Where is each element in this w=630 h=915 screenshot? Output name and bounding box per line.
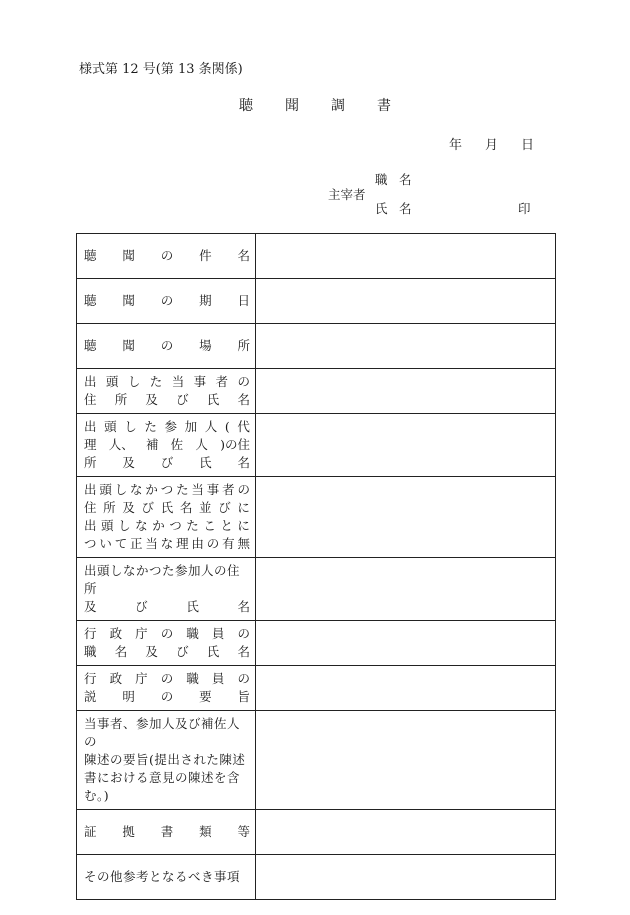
row-value-cell[interactable] — [256, 855, 556, 900]
label-line — [84, 535, 250, 553]
label-char: 者 — [222, 482, 235, 497]
label-char: 名 — [237, 392, 250, 407]
host-post-char: 職 — [375, 172, 388, 187]
table-row — [77, 414, 556, 477]
table-row — [77, 855, 556, 900]
label-char: 名 — [179, 500, 193, 515]
label-char: 当 — [191, 482, 204, 497]
label-line: 陳述の要旨(提出された陳述 — [84, 752, 246, 767]
label-char: 証 — [84, 824, 97, 839]
label-char: た — [149, 374, 163, 389]
label-char: の — [206, 536, 220, 551]
label-char: び — [141, 500, 155, 515]
label-char: 所 — [103, 500, 116, 515]
label-char: 庁 — [135, 626, 148, 641]
label-char: 類 — [199, 824, 212, 839]
label-char: 佐 — [170, 437, 184, 452]
table-body — [77, 234, 556, 900]
row-value-cell[interactable] — [256, 810, 556, 855]
label-line: その他参考となるべき事項 — [84, 869, 241, 884]
label-char: 職 — [186, 626, 199, 641]
title-char: 書 — [377, 98, 391, 114]
label-line — [84, 499, 250, 517]
table-row — [77, 621, 556, 666]
table-row — [77, 234, 556, 279]
label-char: 当 — [171, 374, 185, 389]
row-value-cell[interactable] — [256, 234, 556, 279]
label-char: し — [118, 518, 131, 533]
row-value-cell[interactable] — [256, 324, 556, 369]
label-char: か — [145, 482, 158, 497]
row-label — [77, 711, 256, 810]
label-char: 理 — [84, 437, 97, 452]
date-month: 月 — [485, 138, 499, 153]
row-label — [77, 558, 256, 621]
label-char: の — [237, 482, 250, 497]
label-char: の — [160, 626, 174, 641]
row-label — [77, 810, 256, 855]
label-char: に — [237, 518, 250, 533]
label-char: 出 — [84, 518, 97, 533]
hearing-record-table — [76, 233, 556, 900]
label-char: 旨 — [237, 689, 250, 704]
label-line — [84, 670, 250, 688]
label-line — [84, 418, 250, 436]
row-value-cell[interactable] — [256, 558, 556, 621]
label-char: 住 — [84, 500, 97, 515]
seal-mark: 印 — [518, 201, 531, 216]
label-char: 住 — [84, 392, 97, 407]
label-char: び — [176, 644, 189, 659]
label-line — [84, 436, 250, 454]
label-char: 聞 — [122, 293, 135, 308]
title-char: 調 — [331, 98, 345, 114]
date-year: 年 — [449, 138, 463, 153]
label-char: 及 — [122, 500, 135, 515]
label-char: 頭 — [101, 518, 114, 533]
label-char: び — [218, 500, 231, 515]
label-char: 人 — [204, 419, 218, 434]
label-line: 書における意見の陳述を含 — [84, 770, 241, 785]
table-row — [77, 477, 556, 558]
label-line — [84, 625, 250, 643]
row-label — [77, 621, 256, 666]
row-label — [77, 855, 256, 900]
host-label: 主宰者 — [328, 187, 366, 202]
label-char: し — [127, 374, 141, 389]
label-line — [84, 598, 250, 616]
label-char: 職 — [186, 671, 199, 686]
row-label — [77, 477, 256, 558]
row-value-cell[interactable] — [256, 666, 556, 711]
table-row — [77, 666, 556, 711]
label-char: い — [99, 536, 112, 551]
label-char: な — [135, 518, 148, 533]
title-char: 聞 — [285, 98, 299, 114]
label-char: 者 — [215, 374, 229, 389]
label-char: 説 — [84, 689, 97, 704]
label-char: ( — [224, 419, 230, 434]
label-char: 人、 — [108, 437, 134, 452]
label-char: な — [160, 536, 174, 551]
label-char: 補 — [145, 437, 159, 452]
label-char: 行 — [84, 671, 97, 686]
row-label — [77, 279, 256, 324]
label-char: 期 — [199, 293, 212, 308]
label-char: 当 — [145, 536, 158, 551]
page-title — [0, 95, 630, 115]
row-label — [77, 666, 256, 711]
label-line — [84, 391, 250, 409]
label-char: 明 — [122, 689, 135, 704]
label-line — [84, 373, 250, 391]
label-char: し — [124, 419, 137, 434]
label-char: 書 — [160, 824, 174, 839]
label-char: 無 — [237, 536, 250, 551]
host-name-char: 氏 — [375, 201, 388, 216]
label-char: 並 — [199, 500, 212, 515]
label-char: 氏 — [206, 392, 220, 407]
label-char: か — [152, 518, 165, 533]
label-char: 員 — [211, 671, 225, 686]
form-number: 様式第 12 号(第 13 条関係) — [79, 62, 243, 77]
label-line: 当事者、参加人及び補佐人の — [84, 716, 241, 749]
label-char: 員 — [211, 626, 225, 641]
label-char: 及 — [145, 392, 158, 407]
label-char: に — [237, 500, 250, 515]
label-char: 参 — [164, 419, 178, 434]
label-char: の — [160, 689, 174, 704]
label-char: た — [144, 419, 157, 434]
label-char: の — [160, 248, 174, 263]
host-name-char: 名 — [399, 201, 412, 216]
row-value-cell[interactable] — [256, 369, 556, 414]
label-line — [84, 688, 250, 706]
label-char: 庁 — [135, 671, 148, 686]
label-char: の — [237, 671, 250, 686]
label-char: の — [160, 671, 174, 686]
label-char: 頭 — [105, 374, 119, 389]
date-day: 日 — [521, 138, 535, 153]
label-char: 要 — [199, 689, 212, 704]
label-char: 名 — [237, 248, 250, 263]
label-char: つ — [169, 518, 182, 533]
label-char: の — [237, 374, 250, 389]
label-char: 出 — [84, 482, 97, 497]
label-char: と — [220, 518, 233, 533]
label-char: 日 — [237, 293, 250, 308]
row-label — [77, 369, 256, 414]
label-char: 加 — [184, 419, 198, 434]
label-char: び — [160, 455, 174, 470]
label-line — [84, 643, 250, 661]
label-char: て — [114, 536, 128, 551]
label-char: の — [237, 626, 250, 641]
table-row — [77, 810, 556, 855]
label-char: 氏 — [199, 455, 212, 470]
label-char: 所 — [237, 338, 250, 353]
label-char: 頭 — [104, 419, 117, 434]
label-line — [84, 823, 250, 841]
label-char: 行 — [84, 626, 97, 641]
row-value-cell[interactable] — [256, 711, 556, 810]
table-row — [77, 369, 556, 414]
label-char: 事 — [206, 482, 220, 497]
row-label — [77, 414, 256, 477]
label-char: こ — [203, 518, 216, 533]
label-char: 理 — [176, 536, 189, 551]
label-line — [84, 481, 250, 499]
label-char: つ — [84, 536, 97, 551]
label-line: 出頭しなかつた参加人の住所 — [84, 563, 241, 596]
label-char: 頭 — [99, 482, 112, 497]
label-char: 等 — [237, 824, 250, 839]
label-char: 政 — [109, 671, 123, 686]
label-char: 及 — [122, 455, 135, 470]
label-char: び — [176, 392, 189, 407]
label-char: つ — [160, 482, 174, 497]
row-value-cell[interactable] — [256, 621, 556, 666]
label-char: 聴 — [84, 248, 97, 263]
label-char: 氏 — [160, 500, 174, 515]
label-char: 聞 — [122, 248, 135, 263]
label-line — [84, 454, 250, 472]
label-char: 名 — [237, 455, 250, 470]
label-char: 所 — [114, 392, 128, 407]
row-label — [77, 324, 256, 369]
label-char: し — [114, 482, 128, 497]
label-char: 事 — [193, 374, 207, 389]
label-line — [84, 337, 250, 355]
label-char: 所 — [84, 455, 97, 470]
label-line — [84, 517, 250, 535]
label-char: 人 — [195, 437, 208, 452]
label-char: 職 — [84, 644, 97, 659]
table-row — [77, 279, 556, 324]
label-char: び — [135, 599, 148, 614]
label-char: た — [176, 482, 189, 497]
table-row — [77, 324, 556, 369]
label-char: )の住 — [220, 437, 250, 452]
table-row — [77, 711, 556, 810]
row-value-cell[interactable] — [256, 414, 556, 477]
label-char: 有 — [222, 536, 235, 551]
label-char: 政 — [109, 626, 123, 641]
label-char: 氏 — [186, 599, 199, 614]
label-char: 及 — [84, 599, 97, 614]
label-char: 出 — [84, 419, 97, 434]
label-char: な — [130, 482, 143, 497]
label-line — [84, 292, 250, 310]
label-char: 聞 — [122, 338, 135, 353]
label-char: 拠 — [122, 824, 135, 839]
label-line: む。) — [84, 788, 110, 803]
label-char: の — [160, 293, 174, 308]
label-char: た — [186, 518, 199, 533]
row-value-cell[interactable] — [256, 477, 556, 558]
label-char: 聴 — [84, 293, 97, 308]
label-char: 名 — [114, 644, 128, 659]
table-row — [77, 558, 556, 621]
label-char: 場 — [199, 338, 212, 353]
label-char: 及 — [145, 644, 158, 659]
label-char: 名 — [237, 644, 250, 659]
row-label — [77, 234, 256, 279]
label-char: 件 — [199, 248, 212, 263]
title-char: 聴 — [239, 98, 253, 114]
label-char: 正 — [130, 536, 143, 551]
label-char: 名 — [237, 599, 250, 614]
label-char: 聴 — [84, 338, 97, 353]
label-char: 出 — [84, 374, 97, 389]
label-char: の — [160, 338, 174, 353]
label-char: 氏 — [206, 644, 220, 659]
label-char: 由 — [191, 536, 204, 551]
host-post-char: 名 — [399, 172, 412, 187]
row-value-cell[interactable] — [256, 279, 556, 324]
label-line — [84, 247, 250, 265]
label-char: 代 — [237, 419, 250, 434]
